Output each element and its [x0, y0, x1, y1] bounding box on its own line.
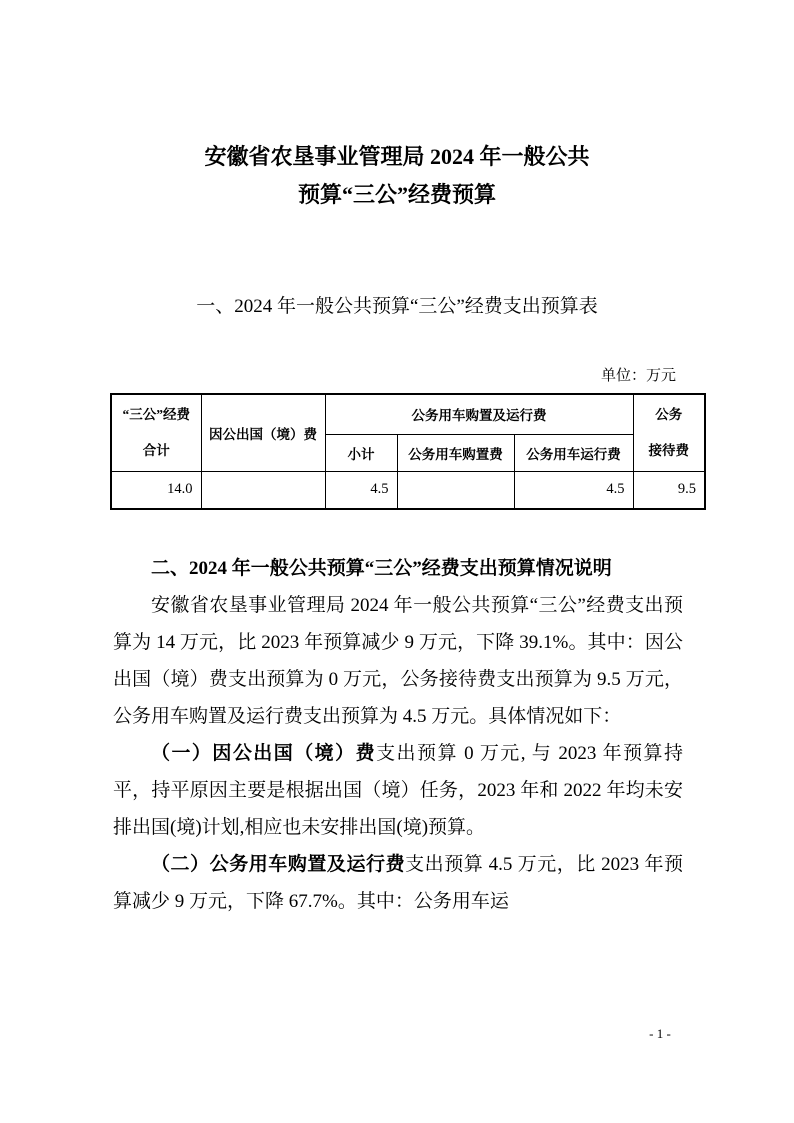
- section2-heading: 二、2024 年一般公共预算“三公”经费支出预算情况说明: [151, 558, 612, 579]
- paragraph-item2: [113, 846, 683, 920]
- value-vehicle-subtotal: 4.5: [325, 471, 397, 509]
- value-reception: 9.5: [633, 471, 705, 509]
- header-reception: [633, 394, 705, 471]
- document-title: [0, 138, 794, 214]
- header-sangong-total-line1: “三公”经费: [122, 406, 190, 422]
- value-abroad-fee: [201, 471, 325, 509]
- document-title-line1: 安徽省农垦事业管理局 2024 年一般公共: [204, 144, 590, 169]
- header-vehicle-subtotal: 小计: [325, 434, 397, 471]
- header-vehicle-group: 公务用车购置及运行费: [325, 394, 633, 434]
- budget-table: [110, 393, 706, 510]
- item1-lead: （一）因公出国（境）费: [151, 743, 377, 764]
- header-abroad-fee: 因公出国（境）费: [201, 394, 325, 471]
- body-text: [113, 550, 683, 920]
- header-reception-line1: 公务: [655, 406, 683, 422]
- document-title-line2: 预算“三公”经费预算: [297, 182, 496, 207]
- header-vehicle-operation: 公务用车运行费: [514, 434, 633, 471]
- page-number: - 1 -: [649, 1026, 671, 1041]
- value-sangong-total: 14.0: [111, 471, 201, 509]
- item1-body: 支出预算 0 万元, 与 2023 年预算持平，持平原因主要是根据出国（境）任务，2023 年和 2022 年均未安排出国(境)计划,相应也未安排出国(境)预算。: [113, 743, 683, 838]
- header-vehicle-purchase: 公务用车购置费: [397, 434, 514, 471]
- item2-body: 支出预算 4.5 万元，比 2023 年预算减少 9 万元，下降 67.7%。其中：公务用车运: [113, 854, 683, 912]
- paragraph-overview: 安徽省农垦事业管理局 2024 年一般公共预算“三公”经费支出预算为 14 万元，比 2023 年预算减少 9 万元，下降 39.1%。其中：因公出国（境）费支出预算为 0 万元，公务接待费支出预算为 9.5 万元，公务用车购置及运行费支出预算为 4.5 万元。具体情况如下：: [113, 595, 683, 727]
- table-row: [111, 471, 705, 509]
- value-vehicle-operation: 4.5: [514, 471, 633, 509]
- paragraph-item1: [113, 735, 683, 846]
- value-vehicle-purchase: [397, 471, 514, 509]
- item2-lead: （二）公务用车购置及运行费: [151, 854, 406, 875]
- header-reception-line2: 接待费: [648, 442, 689, 458]
- unit-note: 单位：万元: [600, 368, 676, 384]
- header-sangong-total: [111, 394, 201, 471]
- header-sangong-total-line2: 合计: [142, 442, 170, 458]
- section1-heading: 一、2024 年一般公共预算“三公”经费支出预算表: [196, 296, 598, 317]
